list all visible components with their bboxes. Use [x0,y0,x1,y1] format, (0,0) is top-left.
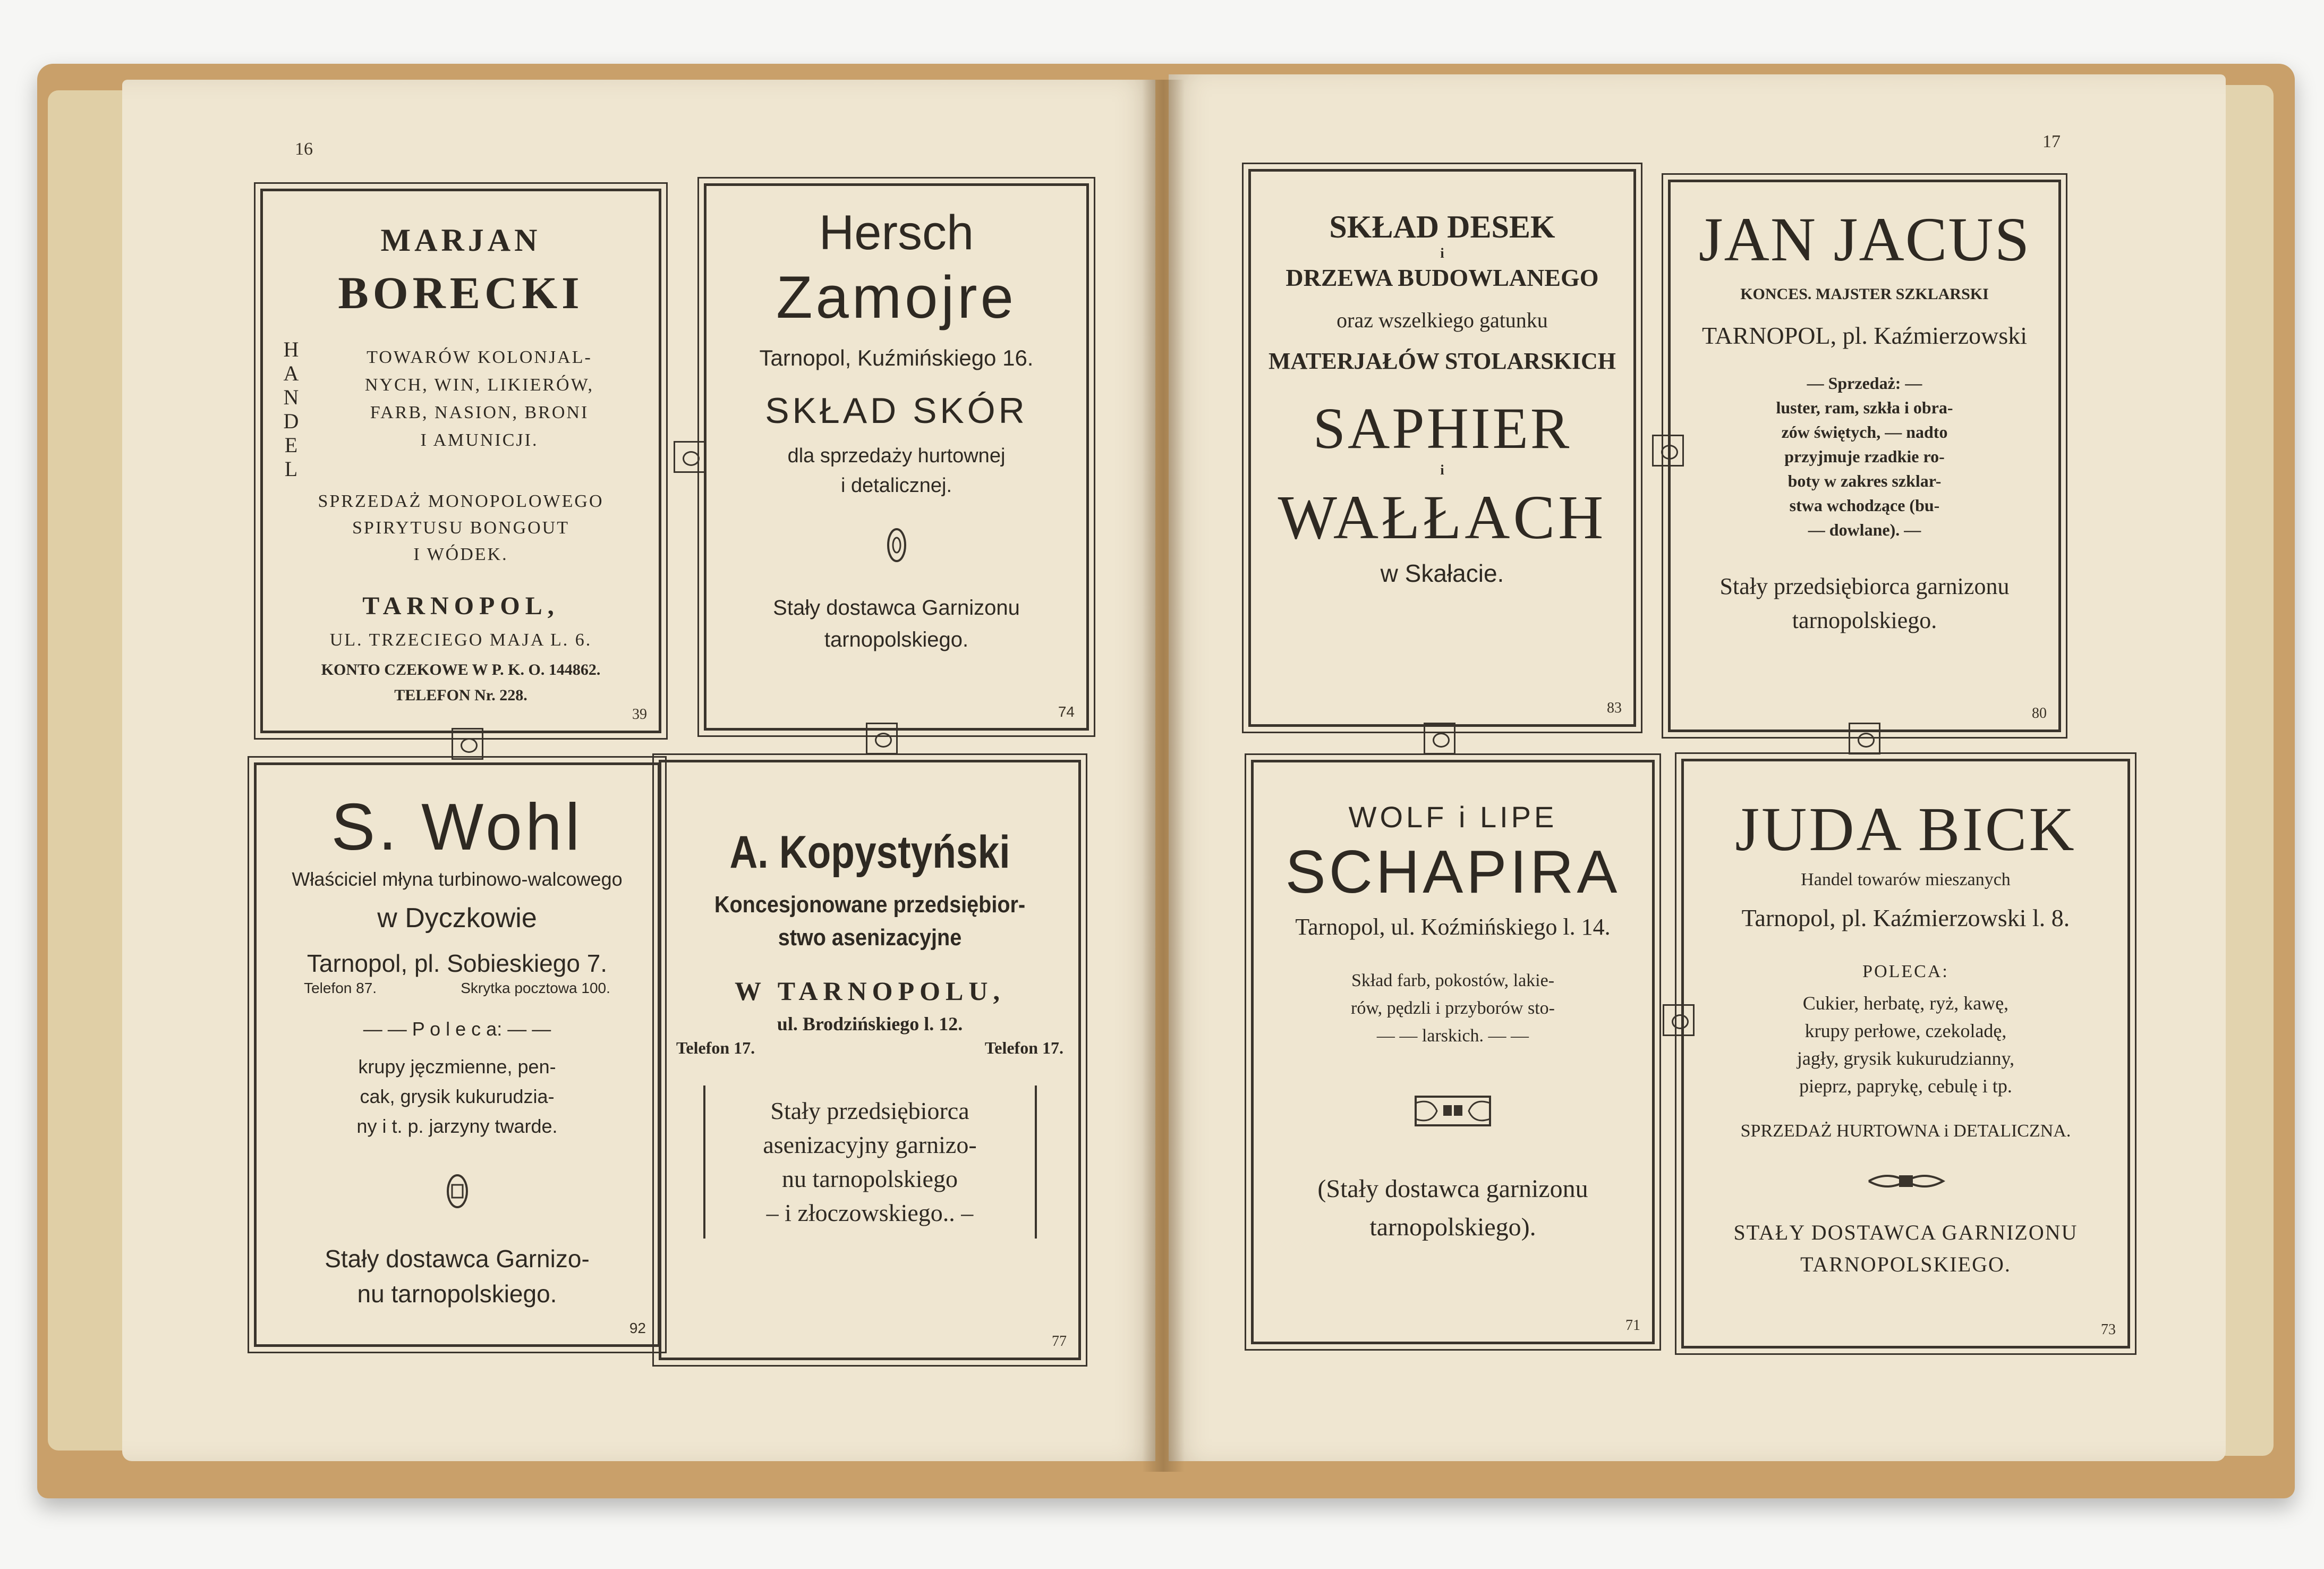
ornament-icon [441,1170,473,1212]
ad-address: Tarnopol, pl. Sobieskiego 7. [307,949,608,977]
ad-supplier: STAŁY DOSTAWCA GARNIZONU TARNOPOLSKIEGO. [1733,1220,2078,1276]
ad-conj2: i [1440,462,1444,478]
ad-name: A. Kopystyński [729,827,1010,878]
ad-line2: DRZEWA BUDOWLANEGO [1286,264,1599,291]
ad-last-name: SCHAPIRA [1285,838,1621,906]
ad-place: w Dyczkowie [377,903,537,934]
ad-borecki [260,189,661,733]
ad-desc: Skład farb, pokostów, lakie- rów, pędzli i przyborów sto- — — larskich. — — [1351,971,1555,1046]
ad-conj1: i [1440,245,1444,261]
ad-sale-lines: — Sprzedaż: — luster, ram, szkła i obra- zów świętych, — nadto przyjmuje rzadkie ro- boty w zakres szklar- stwa wchodzące (bu- — dowlane). — [1776,374,1953,539]
ornament-connector-icon [674,441,705,473]
ad-last-name: Zamojre [776,264,1017,330]
ad-jacus [1668,180,2061,732]
left-page-edges [48,90,127,1451]
ad-trade-lines: TOWARÓW KOLONJAL- NYCH, WIN, LIKIERÓW, FARB, NASION, BRONI I AMUNICJI. [364,347,594,450]
ad-address: Tarnopol, pl. Kaźmierzowski l. 8. [1741,904,2070,931]
ad-contacts [257,980,658,997]
right-page-number: 17 [2042,132,2061,151]
ad-line3: oraz wszelkiego gatunku [1336,308,1548,332]
ad-schapira [1251,760,1655,1344]
ornament-icon [1866,1168,1946,1194]
ad-phone: Telefon 17. [984,1038,1063,1057]
ad-street: ul. Brodzińskiego l. 12. [777,1013,963,1034]
ad-place: w Skałacie. [1380,559,1504,587]
ad-phone: Telefon 87. [304,980,377,996]
ad-number: 80 [2032,705,2047,722]
ornament-icon [1410,1092,1495,1130]
ad-trade: Handel towarów mieszanych [1801,870,2011,889]
ad-monopoly-lines: SPRZEDAŻ MONOPOLOWEGO SPIRYTUSU BONGOUT I WÓDEK. [318,491,604,564]
ad-number: 73 [2101,1321,2116,1338]
ad-name: JAN JACUS [1698,205,2031,274]
ad-recommends: — — P o l e c a: — — [363,1018,551,1040]
ad-number: 83 [1607,700,1622,716]
ad-supplier: Stały dostawca Garnizo- nu tarnopolskiego. [325,1245,590,1308]
ad-goods: Cukier, herbatę, ryż, kawę, krupy perłowe, czekoladę, jagły, grysik kukurudzianny, pieprz, paprykę, cebulę i tp. [1797,993,2015,1097]
ad-title: KONCES. MAJSTER SZKLARSKI [1740,285,1989,303]
ad-shop: SKŁAD SKÓR [765,391,1028,431]
ad-last-name: BORECKI [338,267,584,318]
ad-line1: SKŁAD DESEK [1329,209,1555,244]
ad-wohl [254,762,660,1347]
ad-account: KONTO CZEKOWE W P. K. O. 144862. [321,661,601,679]
ad-box: Stały przedsiębiorca asenizacyjny garnizo- nu tarnopolskiego – i złoczowskiego.. – [703,1085,1037,1239]
ad-zamojre [704,183,1089,731]
ad-supplier: (Stały dostawca garnizonu tarnopolskiego). [1317,1175,1588,1241]
ad-first-name: Hersch [819,206,974,260]
ad-address: TARNOPOL, pl. Kaźmierzowski [1701,322,2028,349]
ad-box: Skrytka pocztowa 100. [461,980,610,996]
ad-number: 74 [1058,703,1075,720]
ornament-connector-icon [1424,723,1455,754]
ad-sale: SPRZEDAŻ HURTOWNA i DETALICZNA. [1740,1121,2071,1141]
ad-number: 77 [1052,1333,1067,1350]
ad-number: 71 [1625,1317,1640,1334]
ad-name1: SAPHIER [1313,396,1572,461]
ad-goods: krupy jęczmienne, pen- cak, grysik kukurudzia- ny i t. p. jarzyny twarde. [356,1056,558,1137]
ad-saphier [1248,169,1636,727]
ad-line4: MATERJAŁÓW STOLARSKICH [1268,348,1616,374]
ad-kopystynski [659,760,1081,1360]
left-page-number: 16 [295,139,313,159]
ad-name2: WAŁŁACH [1278,482,1607,552]
ad-name: JUDA BICK [1735,794,2076,864]
ad-desc: dla sprzedaży hurtownej i detalicznej. [787,445,1006,497]
ad-phone: Telefon 17. [676,1038,755,1057]
book-gutter [1142,80,1185,1472]
ad-supplier: Stały przedsiębiorca garnizonu tarnopolskiego. [1719,573,2010,633]
ad-address: Tarnopol, Kuźmińskiego 16. [759,345,1034,370]
ad-street: UL. TRZECIEGO MAJA L. 6. [329,630,592,650]
ad-first-names: WOLF i LIPE [1348,800,1557,834]
ad-first-name: MARJAN [380,223,541,258]
ad-desc: Koncesjonowane przedsiębior- stwo asenizacyjne [714,892,1026,951]
ad-owner: Właściciel młyna turbinowo-walcowego [292,868,623,890]
ad-bick [1681,759,2130,1349]
ad-address: Tarnopol, ul. Koźmińskiego l. 14. [1295,914,1611,940]
ad-city: TARNOPOL, [362,592,559,620]
ad-city: W TARNOPOLU, [735,976,1005,1006]
ad-number: 92 [629,1320,646,1336]
ad-recommends: POLECA: [1862,962,1949,981]
ad-name: S. Wohl [331,791,583,864]
ornament-icon [881,524,913,566]
ad-supplier: Stały dostawca Garnizonu tarnopolskiego. [773,596,1020,651]
ad-vertical-word: HANDEL [283,337,299,481]
ad-phone: TELEFON Nr. 228. [394,686,527,704]
right-page-edges [2220,85,2274,1456]
ad-phones [661,1038,1078,1058]
ad-number: 39 [632,706,647,723]
